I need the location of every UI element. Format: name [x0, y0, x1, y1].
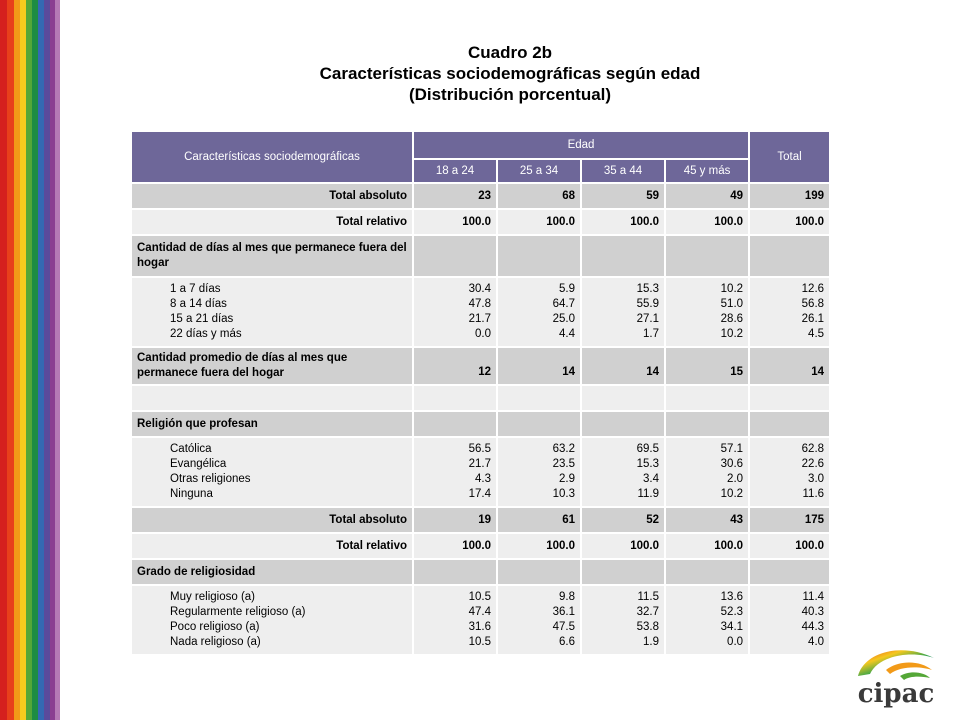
header-age-group: 35 a 44: [582, 160, 664, 182]
stripe: [0, 0, 7, 720]
value: 36.1: [552, 606, 575, 618]
cell: [414, 586, 496, 654]
value: 63.2: [552, 443, 575, 455]
cell: [498, 412, 580, 436]
row-labels: [132, 278, 412, 346]
cell: 100.0: [582, 534, 664, 558]
cell: 43: [666, 508, 748, 532]
table-title: Características sociodemográficas según edad: [319, 64, 701, 83]
cell: [666, 278, 748, 346]
item-label: 22 días y más: [170, 328, 242, 340]
cell: [666, 560, 748, 584]
row-label: Total relativo: [132, 534, 412, 558]
cell: [750, 586, 829, 654]
cell: [498, 560, 580, 584]
value: 52.3: [720, 606, 744, 618]
cell: [666, 386, 748, 410]
cell: 14: [498, 348, 580, 384]
value: 56.8: [801, 298, 825, 310]
title-block: [60, 42, 960, 105]
value: 10.5: [468, 636, 491, 648]
cell: 14: [750, 348, 829, 384]
value: 15.3: [636, 283, 659, 295]
cell: [414, 278, 496, 346]
cell: 49: [666, 184, 748, 208]
cell: [498, 386, 580, 410]
value: 69.5: [636, 443, 659, 455]
value: 4.4: [559, 328, 575, 340]
item-label: Evangélica: [170, 458, 227, 470]
cell: [582, 560, 664, 584]
row-label: Total absoluto: [132, 184, 412, 208]
cell: 100.0: [666, 534, 748, 558]
value: 1.9: [643, 636, 659, 648]
cell: 52: [582, 508, 664, 532]
cell: [414, 386, 496, 410]
section-row: [132, 236, 829, 276]
cell: 61: [498, 508, 580, 532]
value: 30.4: [468, 283, 491, 295]
value: 2.9: [559, 473, 575, 485]
cell: [498, 278, 580, 346]
cell: [498, 586, 580, 654]
value: 25.0: [552, 313, 575, 325]
table-row: [132, 184, 829, 208]
cell: [666, 236, 748, 276]
cell: 100.0: [414, 210, 496, 234]
value: 26.1: [801, 313, 825, 325]
data-table: [130, 130, 831, 656]
value: 4.0: [808, 636, 825, 648]
value: 23.5: [552, 458, 575, 470]
cell: 68: [498, 184, 580, 208]
table-row: [132, 586, 829, 654]
logo-wordmark: cipac: [857, 679, 935, 708]
section-title: Religión que profesan: [132, 412, 412, 436]
cell: 100.0: [582, 210, 664, 234]
value: 44.3: [801, 621, 825, 633]
value: 28.6: [720, 313, 744, 325]
cell: 59: [582, 184, 664, 208]
cell: [582, 412, 664, 436]
stripe: [7, 0, 14, 720]
item-label: Regularmente religioso (a): [170, 606, 306, 618]
value: 55.9: [636, 298, 659, 310]
cell: 15: [666, 348, 748, 384]
table-row: [132, 210, 829, 234]
section-row: [132, 412, 829, 436]
header-age: Edad: [414, 132, 748, 158]
value: 3.4: [643, 473, 659, 485]
cell: 175: [750, 508, 829, 532]
value: 51.0: [720, 298, 744, 310]
value: 4.5: [808, 328, 825, 340]
row-label: Total relativo: [132, 210, 412, 234]
cell: 14: [582, 348, 664, 384]
item-label: 15 a 21 días: [170, 313, 234, 325]
item-label: Nada religioso (a): [170, 636, 261, 648]
value: 6.6: [559, 636, 575, 648]
item-label: Poco religioso (a): [170, 621, 260, 633]
item-label: 8 a 14 días: [170, 298, 227, 310]
cell: 100.0: [498, 534, 580, 558]
table-row: [132, 508, 829, 532]
value: 62.8: [801, 443, 825, 455]
value: 30.6: [720, 458, 744, 470]
value: 2.0: [727, 473, 744, 485]
value: 10.2: [720, 283, 744, 295]
cell: [498, 438, 580, 506]
cell: [582, 586, 664, 654]
table-row: [132, 278, 829, 346]
table-row: [132, 348, 829, 384]
cell: [666, 438, 748, 506]
cell: 100.0: [750, 534, 829, 558]
value: 12.6: [801, 283, 825, 295]
table-subtitle: (Distribución porcentual): [408, 85, 612, 104]
cell: [666, 586, 748, 654]
value: 10.3: [552, 488, 575, 500]
value: 15.3: [636, 458, 659, 470]
value: 56.5: [468, 443, 491, 455]
cell: 12: [414, 348, 496, 384]
cell: 100.0: [498, 210, 580, 234]
cell: [666, 412, 748, 436]
stripe: [55, 0, 60, 720]
item-label: Católica: [170, 443, 212, 455]
table-number: Cuadro 2b: [467, 43, 553, 62]
cell: 100.0: [666, 210, 748, 234]
value: 1.7: [643, 328, 659, 340]
cell: [750, 560, 829, 584]
value: 4.3: [475, 473, 491, 485]
value: 11.9: [637, 488, 659, 500]
row-label: Total absoluto: [132, 508, 412, 532]
value: 34.1: [720, 621, 744, 633]
cell: [414, 236, 496, 276]
cell: [132, 386, 412, 410]
value: 10.2: [720, 328, 744, 340]
value: 11.4: [802, 591, 825, 603]
cell: [582, 386, 664, 410]
cell: [750, 438, 829, 506]
header-age-group: 45 y más: [666, 160, 748, 182]
value: 21.7: [468, 313, 491, 325]
cell: [414, 438, 496, 506]
spacer-row: [132, 386, 829, 410]
cell: [582, 278, 664, 346]
value: 47.4: [468, 606, 491, 618]
value: 11.5: [637, 591, 659, 603]
value: 47.5: [552, 621, 575, 633]
cell: [582, 236, 664, 276]
cell: 100.0: [750, 210, 829, 234]
value: 22.6: [801, 458, 825, 470]
table-row: [132, 534, 829, 558]
value: 11.6: [802, 488, 825, 500]
cell: [750, 412, 829, 436]
value: 27.1: [636, 313, 659, 325]
item-label: Muy religioso (a): [170, 591, 255, 603]
section-row: [132, 560, 829, 584]
value: 13.6: [720, 591, 744, 603]
header-total: Total: [750, 132, 829, 182]
value: 40.3: [801, 606, 825, 618]
cell: [750, 236, 829, 276]
header-age-group: 25 a 34: [498, 160, 580, 182]
cell: 23: [414, 184, 496, 208]
cell: [414, 560, 496, 584]
value: 3.0: [808, 473, 825, 485]
section-title: Cantidad de días al mes que permanece fuera del hogar: [132, 236, 412, 276]
cell: [498, 236, 580, 276]
row-labels: [132, 438, 412, 506]
value: 47.8: [468, 298, 491, 310]
row-labels: [132, 586, 412, 654]
header-characteristics: Características sociodemográficas: [132, 132, 412, 182]
value: 21.7: [468, 458, 491, 470]
section-title: Grado de religiosidad: [132, 560, 412, 584]
value: 0.0: [475, 328, 491, 340]
value: 9.8: [559, 591, 575, 603]
item-label: Ninguna: [170, 488, 213, 500]
rainbow-stripes: [0, 0, 60, 720]
row-label: Cantidad promedio de días al mes que permanece fuera del hogar: [132, 348, 412, 384]
table-row: [132, 438, 829, 506]
value: 32.7: [636, 606, 659, 618]
value: 64.7: [552, 298, 575, 310]
value: 10.5: [468, 591, 491, 603]
value: 5.9: [559, 283, 575, 295]
value: 17.4: [468, 488, 491, 500]
value: 0.0: [727, 636, 744, 648]
cell: 199: [750, 184, 829, 208]
item-label: Otras religiones: [170, 473, 251, 485]
value: 53.8: [636, 621, 659, 633]
cell: 19: [414, 508, 496, 532]
cell: [582, 438, 664, 506]
cell: [750, 386, 829, 410]
cipac-logo: [840, 640, 952, 708]
cell: [414, 412, 496, 436]
header-age-group: 18 a 24: [414, 160, 496, 182]
value: 31.6: [468, 621, 491, 633]
value: 10.2: [720, 488, 744, 500]
item-label: 1 a 7 días: [170, 283, 221, 295]
cell: 100.0: [414, 534, 496, 558]
value: 57.1: [720, 443, 744, 455]
cell: [750, 278, 829, 346]
